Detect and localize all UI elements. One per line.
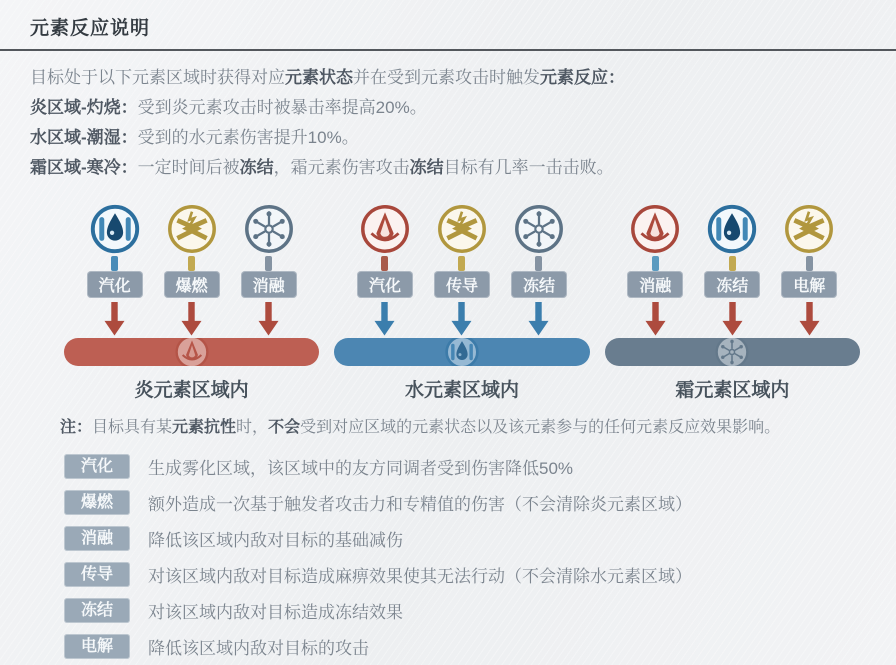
diagram-column: [430, 203, 494, 336]
zone-pill: [64, 338, 319, 366]
reaction-chip: 冻结: [704, 271, 760, 298]
reaction-desc: 额外造成一次基于触发者攻击力和专精值的伤害（不会清除炎元素区域）: [148, 494, 692, 514]
zone-pill: [605, 338, 860, 366]
zone-pill: [334, 338, 589, 366]
reaction-legend: [0, 448, 896, 664]
frost-icon: [513, 203, 565, 255]
diagram-column: [83, 203, 147, 336]
diagram-column: [623, 203, 687, 336]
reaction-chip: 冻结: [64, 598, 130, 623]
down-arrow-icon: [528, 302, 549, 336]
diagram-column: [237, 203, 301, 336]
down-arrow-icon: [451, 302, 472, 336]
lightning-icon: [436, 203, 488, 255]
water-icon: [706, 203, 758, 255]
water-icon: [444, 338, 480, 366]
intro-text: [0, 51, 896, 183]
reaction-desc: 生成雾化区域，该区域中的友方同调者受到伤害降低50%: [148, 458, 574, 478]
diagram-column: [777, 203, 841, 336]
reaction-chip: 爆燃: [164, 271, 220, 298]
zone-group-water: [334, 203, 589, 402]
down-arrow-icon: [258, 302, 279, 336]
zone-caption: 炎元素区域内: [134, 380, 249, 401]
zone-group-frost: [605, 203, 860, 402]
reaction-chip: 电解: [64, 634, 130, 659]
connector-stem: [265, 256, 272, 271]
fire-icon: [359, 203, 411, 255]
legend-row: [64, 556, 896, 592]
reaction-chip: 消融: [627, 271, 683, 298]
frost-icon: [714, 338, 750, 366]
diagram-column: [700, 203, 764, 336]
water-icon: [89, 203, 141, 255]
intro-line-3: 水区域-潮湿：受到的水元素伤害提升10%。: [30, 128, 359, 147]
legend-row: [64, 592, 896, 628]
resistance-note: 注：目标具有某元素抗性时，不会受到对应区域的元素状态以及该元素参与的任何元素反应效果影响。: [60, 419, 781, 436]
intro-line-1: 目标处于以下元素区域时获得对应元素状态并在受到元素攻击时触发元素反应：: [30, 68, 625, 87]
diagram-column: [160, 203, 224, 336]
connector-stem: [806, 256, 813, 271]
reaction-desc: 对该区域内敌对目标造成麻痹效果使其无法行动（不会清除水元素区域）: [148, 566, 692, 586]
connector-stem: [729, 256, 736, 271]
fire-icon: [629, 203, 681, 255]
reaction-desc: 对该区域内敌对目标造成冻结效果: [148, 602, 403, 622]
connector-stem: [652, 256, 659, 271]
intro-line-4: 霜区域-寒冷：一定时间后被冻结，霜元素伤害攻击冻结目标有几率一击击败。: [30, 158, 614, 177]
legend-row: [64, 520, 896, 556]
connector-stem: [111, 256, 118, 271]
lightning-icon: [783, 203, 835, 255]
legend-row: [64, 448, 896, 484]
reaction-chip: 爆燃: [64, 490, 130, 515]
lightning-icon: [166, 203, 218, 255]
reaction-chip: 消融: [64, 526, 130, 551]
connector-stem: [188, 256, 195, 271]
page-title: 元素反应说明: [30, 18, 151, 39]
reaction-chip: 传导: [64, 562, 130, 587]
intro-line-2: 炎区域-灼烧：受到炎元素攻击时被暴击率提高20%。: [30, 98, 427, 117]
legend-row: [64, 628, 896, 664]
reaction-chip: 汽化: [64, 454, 130, 479]
legend-row: [64, 484, 896, 520]
down-arrow-icon: [104, 302, 125, 336]
reaction-chip: 汽化: [357, 271, 413, 298]
down-arrow-icon: [374, 302, 395, 336]
diagram-column: [353, 203, 417, 336]
zone-caption: 霜元素区域内: [675, 380, 790, 401]
zone-diagrams: [0, 183, 896, 402]
reaction-chip: 传导: [434, 271, 490, 298]
frost-icon: [243, 203, 295, 255]
down-arrow-icon: [722, 302, 743, 336]
down-arrow-icon: [645, 302, 666, 336]
zone-group-fire: [64, 203, 319, 402]
down-arrow-icon: [799, 302, 820, 336]
fire-icon: [174, 338, 210, 366]
reaction-chip: 电解: [781, 271, 837, 298]
reaction-chip: 消融: [241, 271, 297, 298]
reaction-chip: 汽化: [87, 271, 143, 298]
connector-stem: [535, 256, 542, 271]
connector-stem: [381, 256, 388, 271]
diagram-column: [507, 203, 571, 336]
reaction-desc: 降低该区域内敌对目标的攻击: [148, 638, 369, 658]
reaction-desc: 降低该区域内敌对目标的基础减伤: [148, 530, 403, 550]
zone-caption: 水元素区域内: [404, 380, 519, 401]
connector-stem: [458, 256, 465, 271]
down-arrow-icon: [181, 302, 202, 336]
reaction-chip: 冻结: [511, 271, 567, 298]
